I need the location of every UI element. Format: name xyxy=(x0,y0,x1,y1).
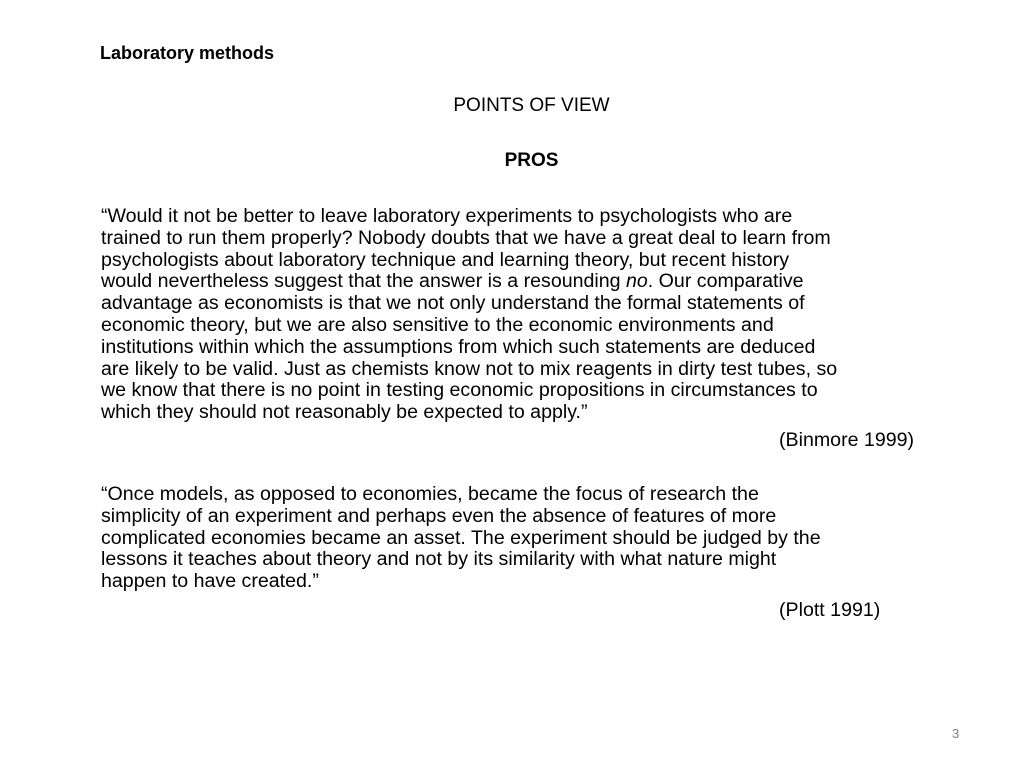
quote-line: economic theory, but we are also sensitive to the economic environments and xyxy=(101,313,774,336)
quote-line: “Would it not be better to leave laboratory experiments to psychologists who are xyxy=(101,205,793,227)
quote-line: lessons it teaches about theory and not by its similarity with what nature might xyxy=(101,548,777,571)
quote-line: complicated economies became an asset. The experiment should be judged by the xyxy=(101,526,821,549)
quote-line: institutions within which the assumptions from which such statements are deduced xyxy=(101,335,816,358)
plott-quote xyxy=(101,484,971,593)
quote-line: psychologists about laboratory technique and learning theory, but recent history xyxy=(101,248,790,271)
quote-line-end: . Our comparative xyxy=(647,270,804,293)
quote-line-with-emphasis xyxy=(101,271,971,293)
binmore-citation: (Binmore 1999) xyxy=(779,429,915,451)
points-of-view-subtitle: POINTS OF VIEW xyxy=(453,95,610,116)
page-number: 3 xyxy=(952,726,960,741)
quote-line: are likely to be valid. Just as chemists know not to mix reagents in dirty test tubes, so xyxy=(101,357,838,380)
quote-line: “Once models, as opposed to economies, became the focus of research the xyxy=(101,483,759,505)
binmore-quote xyxy=(101,206,971,424)
quote-line: trained to run them properly? Nobody doubts that we have a great deal to learn from xyxy=(101,226,831,249)
emphasis-word: no xyxy=(626,270,648,293)
quote-line: advantage as economists is that we not only understand the formal statements of xyxy=(101,292,805,315)
plott-citation: (Plott 1991) xyxy=(779,599,881,621)
quote-line: happen to have created.” xyxy=(101,570,319,593)
quote-line: we know that there is no point in testing economic propositions in circumstances to xyxy=(101,379,818,402)
pros-heading: PROS xyxy=(504,150,559,171)
quote-line: simplicity of an experiment and perhaps even the absence of features of more xyxy=(101,504,777,527)
slide-header-title: Laboratory methods xyxy=(100,43,275,63)
quote-line-start: would nevertheless suggest that the answer is a resounding xyxy=(101,270,626,293)
quote-line: which they should not reasonably be expected to apply.” xyxy=(101,401,588,424)
